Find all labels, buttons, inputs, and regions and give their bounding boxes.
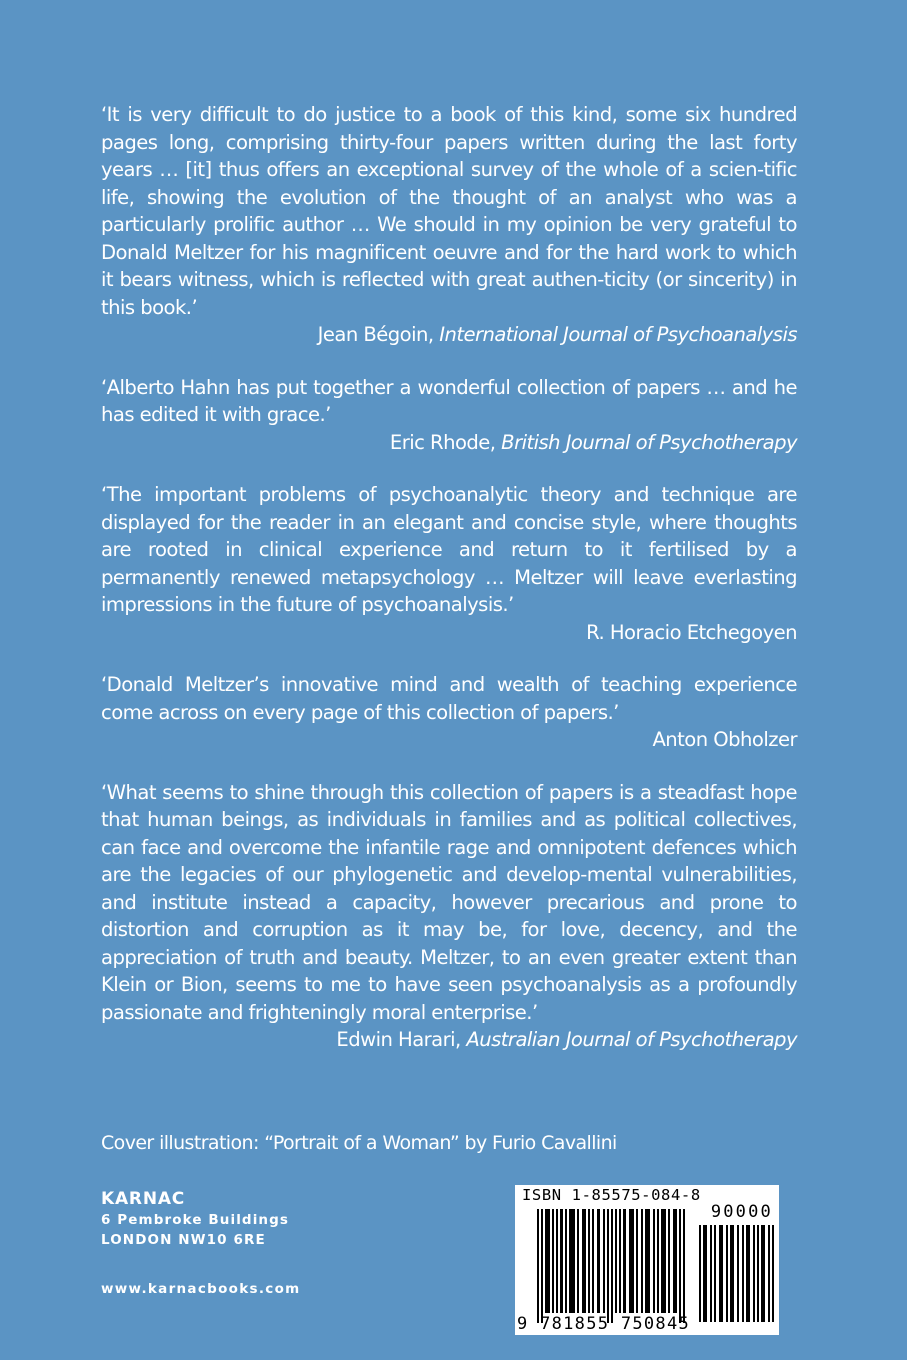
quote-attribution [101,726,797,754]
barcode-ean-digits: 9 781855 750845 [517,1314,691,1334]
quote-attribution [101,1026,797,1054]
quote-text: ‘Donald Meltzer’s innovative mind and wealth of teaching experience come across on every page of this collection of papers.’ [101,673,797,724]
quote-source: Australian Journal of Psychotherapy [466,1028,797,1051]
quote-author: Anton Obholzer [652,728,797,751]
quote-source: British Journal of Psychotherapy [501,430,797,454]
review-quote-3 [101,481,797,646]
review-quote-4 [101,671,797,754]
cover-illustration-credit: Cover illustration: “Portrait of a Woman” by Furio Cavallini [101,1132,617,1154]
publisher-website: www.karnacbooks.com [101,1281,301,1297]
publisher-block [101,1188,289,1250]
quote-attribution [101,321,797,349]
isbn-label: ISBN 1-85575-084-8 [522,1186,701,1204]
quote-author: Eric Rhode, [389,430,496,454]
publisher-name: KARNAC [101,1189,186,1209]
review-quote-2 [101,374,797,457]
quote-author: Jean Bégoin, [317,323,434,346]
barcode-addon-bars-icon [699,1225,774,1322]
quote-author: Edwin Harari, [336,1028,461,1051]
quote-attribution [101,619,797,647]
review-quote-5 [101,779,797,1054]
quote-source: International Journal of Psychoanalysis [439,323,797,346]
quote-text: ‘Alberto Hahn has put together a wonderful collection of papers … and he has edited it with grace.’ [101,375,797,426]
quote-text: ‘The important problems of psychoanalytic theory and technique are displayed for the reader in an elegant and concise style, where thoughts are rooted in clinical experience and return to it fertilised by a permanently renewed metapsychology … Meltzer will leave everlasting impressions in the future of psychoanalysis.’ [101,483,797,616]
quote-text: ‘What seems to shine through this collection of papers is a steadfast hope that human beings, as individuals in families and as political collectives, can face and overcome the infantile rage and omnipotent defences which are the legacies of our phylogenetic and develop-mental vulnerabilities, and institute instead a capacity, however precarious and prone to distortion and corruption as it may be, for love, decency, and the appreciation of truth and beauty. Meltzer, to an even greater extent than Klein or Bion, seems to me to have seen psychoanalysis as a profoundly passionate and frighteningly moral enterprise.’ [101,780,797,1024]
review-quotes [101,101,797,1079]
isbn-barcode [515,1185,779,1335]
barcode-addon-digits: 90000 [710,1202,773,1222]
quote-attribution [101,429,797,457]
quote-author: R. Horacio Etchegoyen [586,620,797,644]
barcode-bars-icon [537,1209,685,1323]
quote-text: ‘It is very difficult to do justice to a book of this kind, some six hundred pages long, comprising thirty-four papers written during the last forty years … [it] thus offers an exceptional survey of the whole of a scien-tific life, showing the evolution of the thought of an analyst who was a particularly prolific author … We should in my opinion be very grateful to Donald Meltzer for his magnificent oeuvre and for the hard work to which it bears witness, which is reflected with great authen-ticity (or sincerity) in this book.’ [101,103,797,319]
publisher-address-line2: LONDON NW10 6RE [101,1232,266,1248]
review-quote-1 [101,101,797,349]
publisher-address-line1: 6 Pembroke Buildings [101,1212,290,1228]
